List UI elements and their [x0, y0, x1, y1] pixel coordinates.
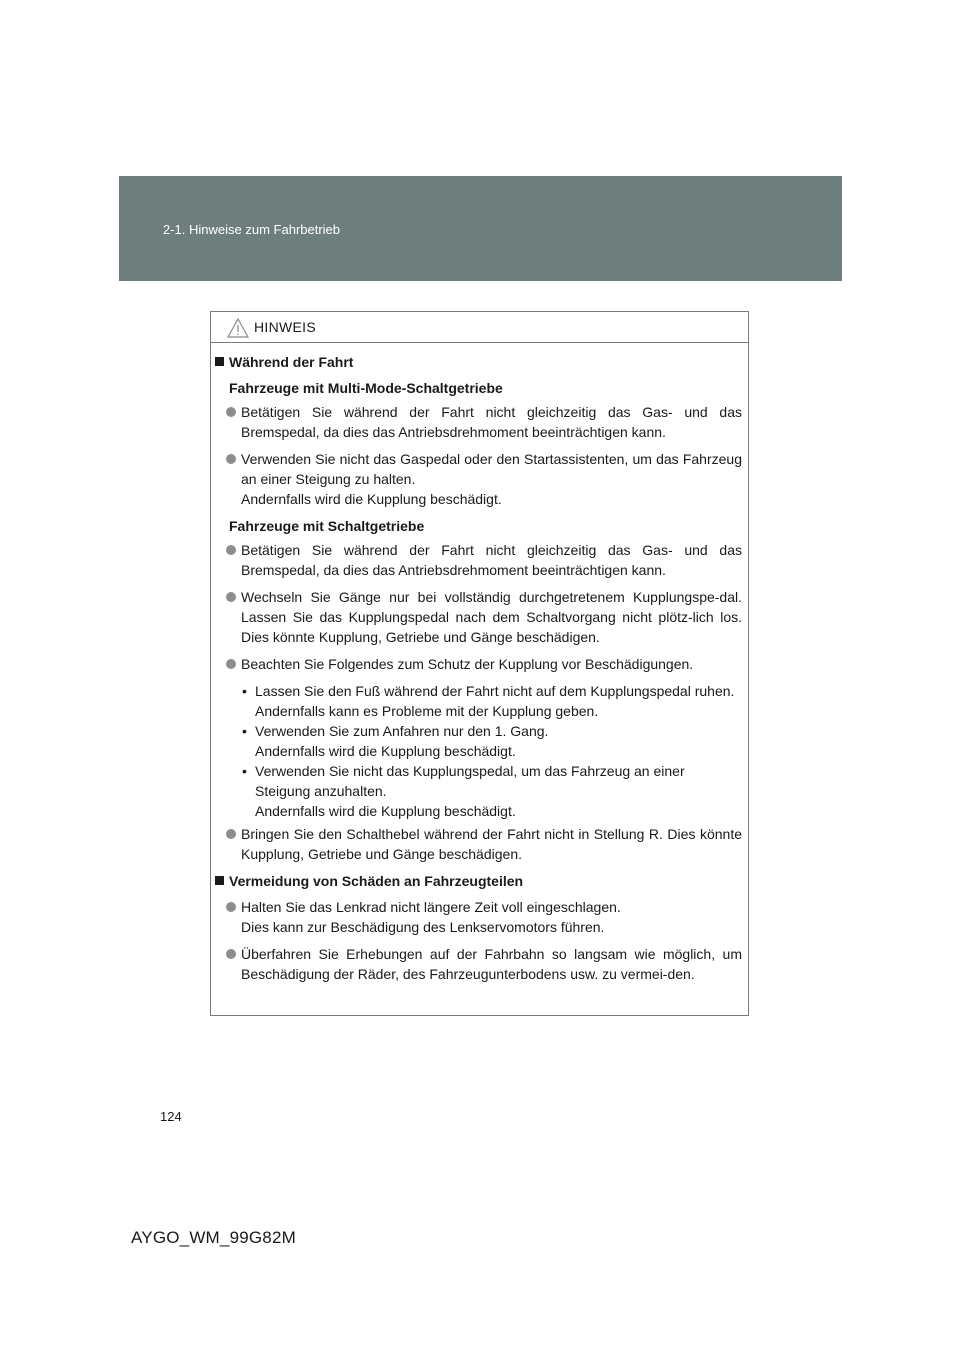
circle-bullet-icon — [226, 454, 236, 464]
list-item: Betätigen Sie während der Fahrt nicht gleichzeitig das Gas- und das Bremspedal, da dies das Antriebsdrehmoment beeinträchtigen kann. — [211, 540, 748, 580]
sub-list-item: • Lassen Sie den Fuß während der Fahrt nicht auf dem Kupplungspedal ruhen. Andernfalls kann es Probleme mit der Kupplung geben. — [242, 683, 735, 719]
list-item: Verwenden Sie nicht das Gaspedal oder den Startassistenten, um das Fahrzeug an einer Steigung zu halten. Andernfalls wird die Kupplung beschädigt. — [211, 449, 748, 509]
sub-list-item: • Verwenden Sie nicht das Kupplungspedal, um das Fahrzeug an einer Steigung anzuhalten. Andernfalls wird die Kupplung beschädigt. — [242, 763, 685, 819]
list-item: Halten Sie das Lenkrad nicht längere Zeit voll eingeschlagen. Dies kann zur Beschädigung des Lenkservomotors führen. — [211, 897, 748, 937]
circle-bullet-icon — [226, 902, 236, 912]
section-heading: Vermeidung von Schäden an Fahrzeugteilen — [211, 871, 748, 891]
sub-list — [211, 681, 748, 821]
warning-triangle-icon — [227, 318, 249, 338]
circle-bullet-icon — [226, 545, 236, 555]
caution-header — [211, 312, 748, 343]
sub-list-item: • Verwenden Sie zum Anfahren nur den 1. Gang. Andernfalls wird die Kupplung beschädigt. — [242, 723, 549, 759]
subheading: Fahrzeuge mit Multi-Mode-Schaltgetriebe — [229, 380, 503, 396]
chapter-title: 2-1. Hinweise zum Fahrbetrieb — [163, 222, 341, 237]
document-code: AYGO_WM_99G82M — [131, 1228, 296, 1247]
circle-bullet-icon — [226, 592, 236, 602]
circle-bullet-icon — [226, 407, 236, 417]
circle-bullet-icon — [226, 659, 236, 669]
caution-title: HINWEIS — [254, 319, 316, 335]
circle-bullet-icon — [226, 949, 236, 959]
list-item: Betätigen Sie während der Fahrt nicht gleichzeitig das Gas- und das Bremspedal, da dies das Antriebsdrehmoment beeinträchtigen kann. — [211, 402, 748, 442]
square-bullet-icon — [215, 876, 224, 885]
list-item: Wechseln Sie Gänge nur bei vollständig durchgetretenem Kupplungspe-dal. Lassen Sie das Kupplungspedal nach dem Schaltvorgang nicht plötz-lich los. Dies könnte Kupplung, Getriebe und Gänge beschädigen. — [211, 587, 748, 647]
list-item: Überfahren Sie Erhebungen auf der Fahrbahn so langsam wie möglich, um Beschädigung der Räder, des Fahrzeugunterbodens usw. zu vermei-den. — [211, 944, 748, 984]
section-heading: Während der Fahrt — [211, 352, 748, 372]
square-bullet-icon — [215, 357, 224, 366]
list-item: Beachten Sie Folgendes zum Schutz der Kupplung vor Beschädigungen. — [211, 654, 748, 674]
circle-bullet-icon — [226, 829, 236, 839]
page-number: 124 — [160, 1109, 182, 1124]
list-item: Bringen Sie den Schalthebel während der Fahrt nicht in Stellung R. Dies könnte Kupplung, Getriebe und Gänge beschädigen. — [211, 824, 748, 864]
subheading: Fahrzeuge mit Schaltgetriebe — [229, 518, 425, 534]
caution-body — [211, 352, 748, 991]
caution-box — [210, 311, 749, 1016]
